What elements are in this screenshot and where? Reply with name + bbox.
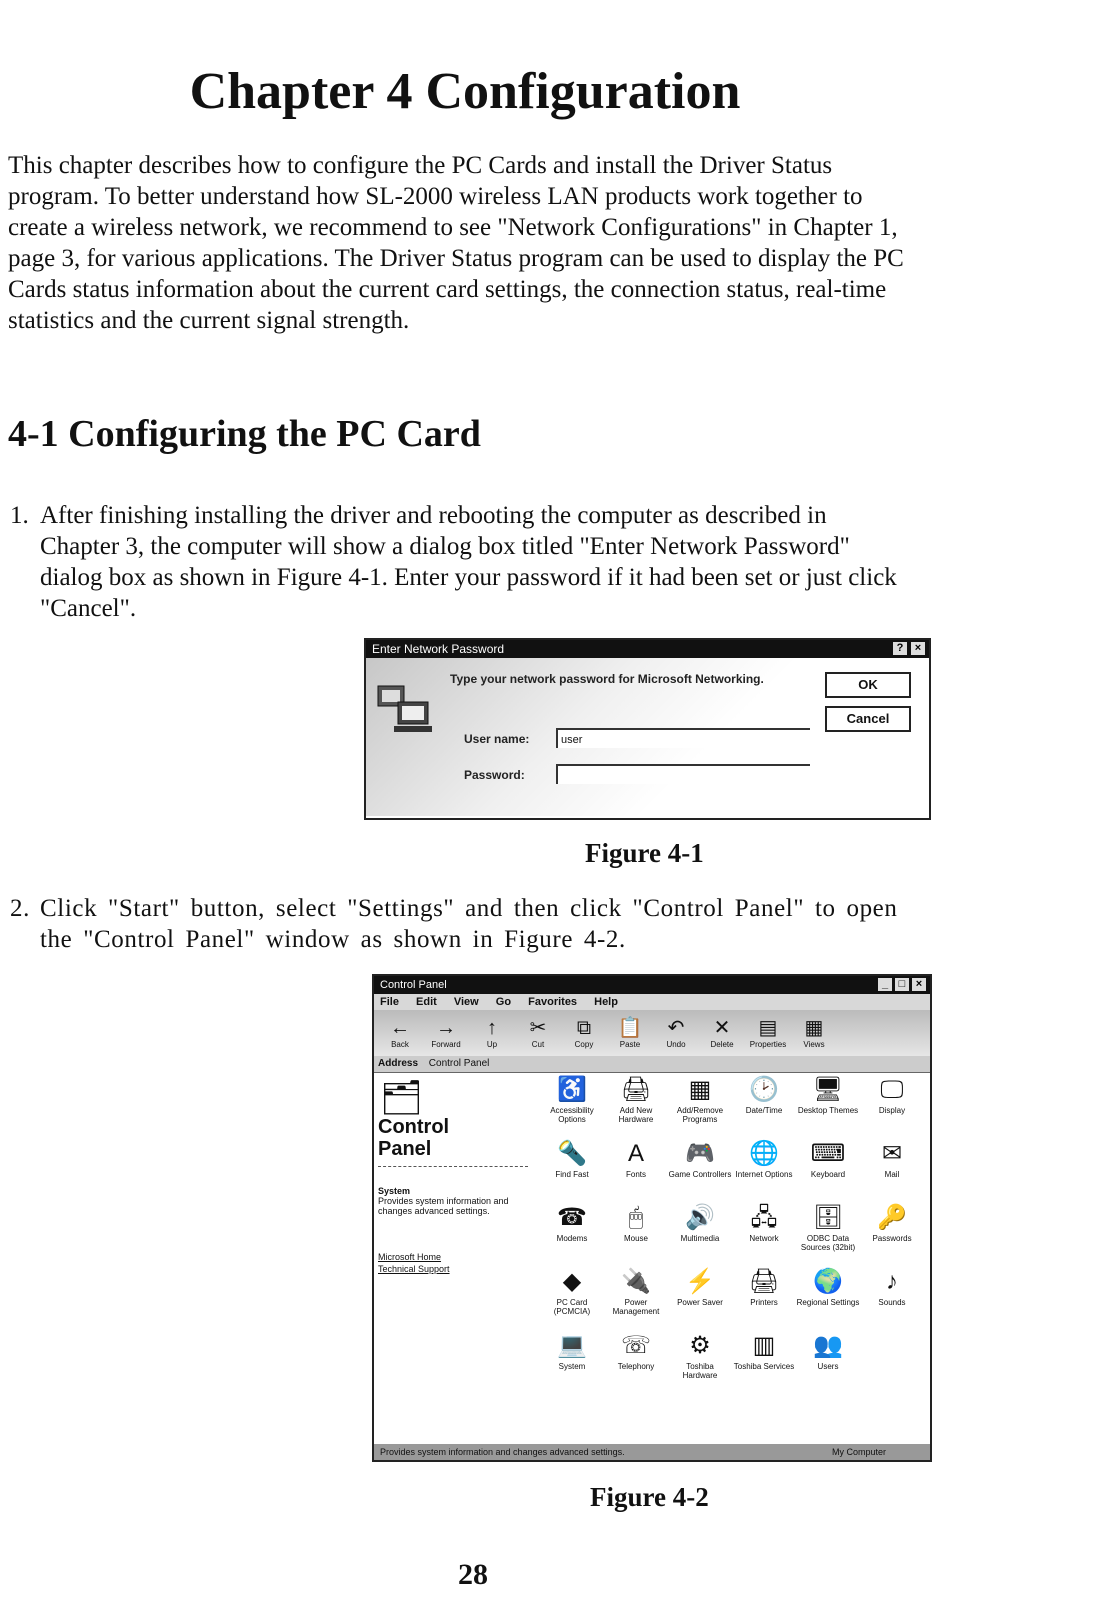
control-panel-item[interactable] — [732, 1074, 796, 1138]
control-panel-window — [372, 974, 932, 1462]
control-panel-item-icon: 🖨 — [748, 1268, 780, 1295]
toolbar-button[interactable] — [794, 1016, 834, 1050]
menu-help[interactable]: Help — [594, 996, 618, 1008]
menu-favorites[interactable]: Favorites — [528, 996, 578, 1008]
control-panel-item-icon: ♪ — [886, 1268, 898, 1295]
toolbar-label: Back — [391, 1040, 409, 1049]
control-panel-item-icon: A — [627, 1140, 644, 1167]
control-panel-item-icon: ✉ — [881, 1140, 903, 1167]
dialog-prompt: Type your network password for Microsoft Networking. — [450, 672, 764, 686]
toolbar-button[interactable] — [472, 1016, 512, 1050]
toolbar-button[interactable] — [426, 1016, 466, 1050]
menu-file[interactable]: File — [380, 996, 399, 1008]
username-label: User name: — [464, 732, 530, 746]
control-panel-items — [540, 1074, 924, 1394]
control-panel-icon: 🗂 — [380, 1079, 424, 1117]
control-panel-item-label: System — [558, 1362, 586, 1371]
menu-edit[interactable]: Edit — [416, 996, 437, 1008]
control-panel-item[interactable] — [796, 1330, 860, 1394]
address-label: Address — [378, 1058, 419, 1069]
control-panel-item-icon: 🗄 — [812, 1204, 844, 1231]
menu-bar — [374, 994, 930, 1010]
control-panel-item[interactable] — [796, 1202, 860, 1266]
control-panel-item-label: Internet Options — [735, 1170, 793, 1179]
status-text: Provides system information and changes advanced settings. — [380, 1447, 625, 1457]
window-titlebar — [374, 976, 930, 994]
status-bar — [374, 1444, 932, 1460]
network-computer-icon — [374, 682, 436, 736]
control-panel-item[interactable] — [540, 1330, 604, 1394]
control-panel-item[interactable] — [668, 1074, 732, 1138]
control-panel-item-icon: ⚙ — [689, 1332, 711, 1359]
microsoft-home-link[interactable]: Microsoft Home — [378, 1252, 442, 1262]
control-panel-item[interactable] — [540, 1138, 604, 1202]
control-panel-item-label: ODBC Data Sources (32bit) — [800, 1234, 856, 1252]
status-zone: My Computer — [831, 1447, 886, 1457]
control-panel-item-icon: 🕑 — [749, 1076, 779, 1103]
toolbar-label: Copy — [574, 1040, 594, 1049]
control-panel-item-icon: 🔊 — [685, 1204, 715, 1231]
ok-button[interactable]: OK — [825, 672, 911, 698]
control-panel-item-icon: 🖱 — [628, 1204, 644, 1231]
step-text: After finishing installing the driver and rebooting the computer as described in Chapter 3, the computer will show a dialog box titled "Enter Network Password" dialog box as shown in Figure 4-1. Enter your password if it had been set or just click "Cancel". — [40, 502, 897, 622]
control-panel-item-label: Sounds — [878, 1298, 906, 1307]
toolbar-icon: ↑ — [487, 1017, 497, 1039]
control-panel-item-icon: 🔑 — [877, 1204, 907, 1231]
menu-go[interactable]: Go — [495, 996, 512, 1008]
technical-support-link[interactable]: Technical Support — [378, 1264, 450, 1274]
control-panel-item-icon: ⚡ — [685, 1268, 715, 1295]
close-icon[interactable]: × — [912, 978, 926, 991]
toolbar-icon: ▤ — [758, 1017, 778, 1039]
toolbar-icon: ✂ — [529, 1017, 547, 1039]
control-panel-item[interactable] — [860, 1266, 924, 1330]
section-title: 4-1 Configuring the PC Card — [8, 413, 481, 455]
selected-item-info — [378, 1186, 518, 1216]
control-panel-item-label: Toshiba Services — [733, 1362, 795, 1371]
control-panel-item-icon: 🔦 — [557, 1140, 587, 1167]
toolbar — [374, 1010, 930, 1056]
control-panel-item-icon: 🎮 — [685, 1140, 715, 1167]
panel-heading-line-1: Control — [378, 1116, 450, 1138]
control-panel-item-label: Network — [749, 1234, 779, 1243]
control-panel-item[interactable] — [604, 1330, 668, 1394]
control-panel-item-icon: 🔌 — [621, 1268, 651, 1295]
figure-4-1-caption: Figure 4-1 — [585, 838, 704, 868]
control-panel-item-label: Mail — [884, 1170, 900, 1179]
control-panel-item-label: Mouse — [623, 1234, 648, 1243]
toolbar-button[interactable] — [518, 1016, 558, 1050]
chapter-title: Chapter 4 Configuration — [189, 63, 741, 120]
toolbar-label: Properties — [749, 1040, 787, 1049]
control-panel-item[interactable] — [604, 1202, 668, 1266]
control-panel-item[interactable] — [860, 1138, 924, 1202]
password-label: Password: — [464, 768, 525, 782]
control-panel-item[interactable] — [796, 1266, 860, 1330]
control-panel-item[interactable] — [604, 1074, 668, 1138]
control-panel-item-label: Add New Hardware — [618, 1106, 654, 1124]
toolbar-icon: → — [436, 1017, 456, 1039]
control-panel-item[interactable] — [732, 1266, 796, 1330]
toolbar-button[interactable] — [564, 1016, 604, 1050]
control-panel-item[interactable] — [540, 1202, 604, 1266]
toolbar-label: Cut — [531, 1040, 545, 1049]
username-input[interactable]: user — [556, 728, 810, 748]
control-panel-item-icon: ▥ — [752, 1332, 776, 1359]
toolbar-button[interactable] — [380, 1016, 420, 1050]
password-input[interactable] — [556, 764, 810, 784]
address-bar — [374, 1056, 930, 1073]
control-panel-item-label: Telephony — [617, 1362, 655, 1371]
toolbar-icon: ▦ — [804, 1017, 824, 1039]
control-panel-item[interactable] — [668, 1138, 732, 1202]
control-panel-item-label: Power Saver — [677, 1298, 723, 1307]
control-panel-item-icon: ⌨ — [810, 1140, 846, 1167]
control-panel-item[interactable] — [668, 1266, 732, 1330]
control-panel-item[interactable] — [604, 1138, 668, 1202]
toolbar-icon: ✕ — [713, 1017, 731, 1039]
selected-item-name: System — [378, 1186, 411, 1196]
toolbar-label: Delete — [710, 1040, 734, 1049]
maximize-icon[interactable]: □ — [895, 978, 909, 991]
control-panel-item-icon: 🌐 — [749, 1140, 779, 1167]
toolbar-icon: ↶ — [667, 1017, 685, 1039]
step-2 — [10, 893, 910, 955]
minimize-icon[interactable]: _ — [878, 978, 892, 991]
control-panel-item-label: Multimedia — [680, 1234, 720, 1243]
control-panel-item-label: Desktop Themes — [797, 1106, 859, 1115]
control-panel-item-icon: ◆ — [562, 1268, 582, 1295]
control-panel-item[interactable] — [540, 1074, 604, 1138]
toolbar-label: Paste — [619, 1040, 641, 1049]
control-panel-item-icon: 💻 — [557, 1332, 587, 1359]
dialog-body — [366, 658, 929, 816]
toolbar-label: Views — [803, 1040, 825, 1049]
toolbar-icon: ⧉ — [576, 1017, 592, 1039]
window-title: Control Panel — [380, 979, 447, 991]
control-panel-item[interactable] — [604, 1266, 668, 1330]
control-panel-item[interactable] — [668, 1330, 732, 1394]
control-panel-item[interactable] — [860, 1202, 924, 1266]
control-panel-item-icon: 🖧 — [750, 1204, 778, 1231]
control-panel-item-icon: ☏ — [620, 1332, 651, 1359]
control-panel-item[interactable] — [796, 1138, 860, 1202]
control-panel-item-label: Game Controllers — [668, 1170, 732, 1179]
control-panel-item-icon: ▦ — [688, 1076, 712, 1103]
toolbar-button[interactable] — [656, 1016, 696, 1050]
page-number: 28 — [458, 1558, 488, 1591]
help-icon[interactable]: ? — [893, 642, 907, 655]
toolbar-button[interactable] — [702, 1016, 742, 1050]
control-panel-item-icon: 🖨 — [620, 1076, 652, 1103]
control-panel-item[interactable] — [796, 1074, 860, 1138]
web-view-panel — [374, 1074, 534, 1444]
close-icon[interactable]: × — [911, 642, 925, 655]
control-panel-item-label: Printers — [750, 1298, 778, 1307]
control-panel-item[interactable] — [732, 1202, 796, 1266]
figure-4-2-caption: Figure 4-2 — [590, 1482, 709, 1512]
panel-heading — [378, 1116, 528, 1167]
control-panel-item[interactable] — [732, 1138, 796, 1202]
menu-view[interactable]: View — [453, 996, 479, 1008]
control-panel-item-label: Toshiba Hardware — [682, 1362, 718, 1380]
control-panel-item-icon: ♿ — [557, 1076, 587, 1103]
control-panel-item-label: Users — [817, 1362, 839, 1371]
control-panel-item-label: PC Card (PCMCIA) — [553, 1298, 591, 1316]
cancel-button[interactable]: Cancel — [825, 706, 911, 732]
step-number: 2. — [10, 895, 30, 922]
control-panel-item[interactable] — [860, 1074, 924, 1138]
control-panel-item-icon: 👥 — [813, 1332, 843, 1359]
toolbar-label: Forward — [431, 1040, 461, 1049]
control-panel-item[interactable] — [540, 1266, 604, 1330]
step-number: 1. — [10, 502, 29, 529]
control-panel-item-label: Add/Remove Programs — [676, 1106, 724, 1124]
step-text: Click "Start" button, select "Settings" and then click "Control Panel" to open the "Control Panel" window as shown in Figure 4-2. — [40, 895, 898, 953]
network-password-dialog — [364, 638, 931, 820]
control-panel-item-label: Regional Settings — [796, 1298, 860, 1307]
control-panel-item-label: Keyboard — [810, 1170, 846, 1179]
dialog-title: Enter Network Password — [372, 642, 505, 656]
control-panel-item-icon: 🖥 — [812, 1076, 844, 1103]
control-panel-item-icon: ☎ — [557, 1204, 587, 1231]
control-panel-item-icon: 🖵 — [880, 1076, 904, 1103]
control-panel-item-label: Fonts — [625, 1170, 646, 1179]
panel-heading-line-2: Panel — [378, 1138, 432, 1160]
toolbar-icon: ← — [390, 1017, 410, 1039]
toolbar-label: Up — [486, 1040, 498, 1049]
control-panel-item-label: Accessibility Options — [550, 1106, 594, 1124]
control-panel-item-label: Modems — [556, 1234, 588, 1243]
address-input[interactable]: Control Panel — [428, 1058, 490, 1069]
control-panel-item-icon: 🌍 — [813, 1268, 843, 1295]
step-1 — [10, 500, 910, 624]
toolbar-icon: 📋 — [617, 1017, 643, 1039]
control-panel-item[interactable] — [732, 1330, 796, 1394]
toolbar-button[interactable] — [610, 1016, 650, 1050]
control-panel-item-label: Power Management — [612, 1298, 660, 1316]
control-panel-item-label: Passwords — [872, 1234, 912, 1243]
dialog-titlebar — [366, 640, 929, 658]
toolbar-button[interactable] — [748, 1016, 788, 1050]
toolbar-label: Undo — [666, 1040, 686, 1049]
control-panel-item-label: Find Fast — [555, 1170, 589, 1179]
control-panel-item-label: Date/Time — [745, 1106, 783, 1115]
intro-paragraph: This chapter describes how to configure the PC Cards and install the Driver Status program. To better understand how SL-2000 wireless LAN products work together to create a wireless network, we recommend to see "Network Configurations" in Chapter 1, page 3, for various applications. The Driver Status program can be used to display the PC Cards status information about the current card settings, the connection status, real-time statistics and the current signal strength. — [8, 152, 904, 334]
control-panel-item-label: Display — [878, 1106, 906, 1115]
control-panel-item[interactable] — [668, 1202, 732, 1266]
selected-item-description: Provides system information and changes advanced settings. — [378, 1196, 509, 1216]
